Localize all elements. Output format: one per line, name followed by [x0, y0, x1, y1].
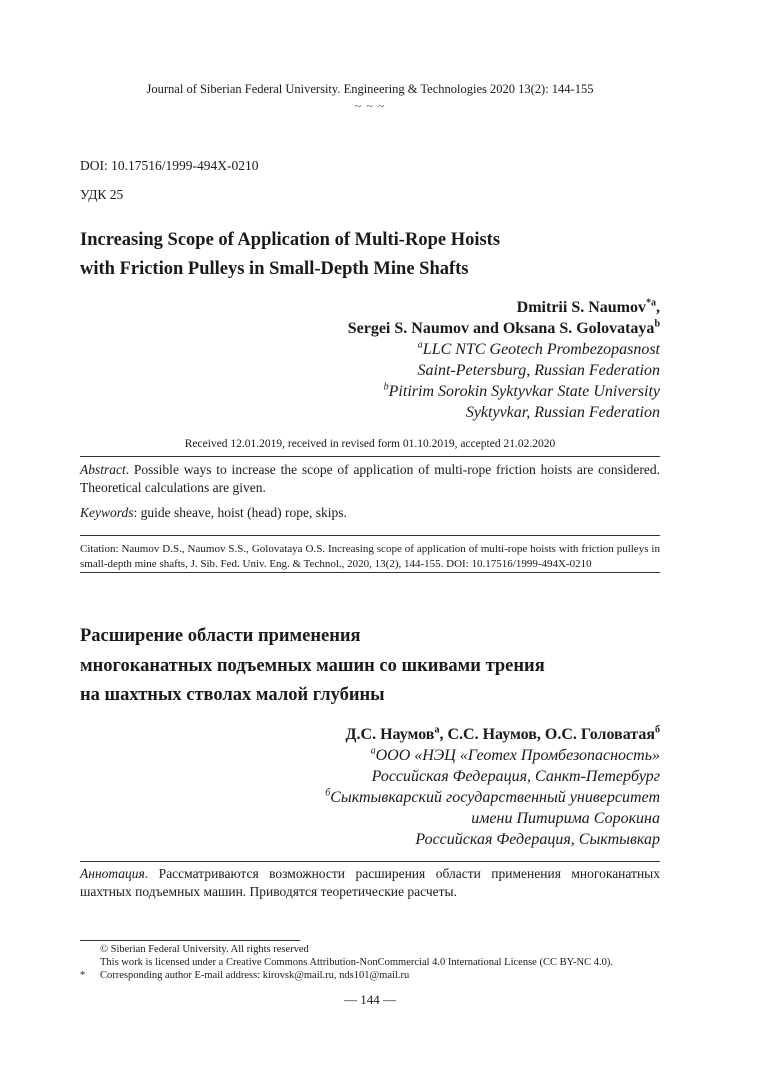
ru-aff-b-name: Сыктывкарский государственный университет [330, 789, 660, 806]
author-line-1 [348, 297, 660, 318]
page-number: — 144 — [344, 992, 396, 1007]
ru-aff-a-name: ООО «НЭЦ «Геотех Промбезопасность» [375, 747, 660, 764]
annotation [80, 865, 660, 901]
author-2-names: Sergei S. Naumov and Oksana S. Golovataya [347, 320, 655, 337]
ru-affiliation-a-line-2: Российская Федерация, Санкт-Петербург [371, 768, 660, 785]
citation: Citation: Naumov D.S., Naumov S.S., Golovataya O.S. Increasing scope of application of multi-rope hoists with friction pulleys in small-depth mine shafts, J. Sib. Fed. Univ. Eng. & Technol., 2020, 13(2), 144-155. DOI: 10.17516/1999-494X-0210 [80, 543, 660, 570]
english-authors [348, 297, 660, 423]
author-1-name: Dmitrii S. Naumov [516, 299, 646, 316]
annotation-text: . Рассматриваются возможности расширения области применения многоканатных шахтных подъемных машин. Приводятся теоретические расчеты. [80, 866, 660, 899]
affiliation-b-line-1 [348, 381, 660, 402]
ru-affiliation-a-line-1 [325, 745, 660, 766]
russian-title-line-2: многоканатных подъемных машин со шкивами трения [80, 655, 545, 676]
russian-title-line-3: на шахтных стволах малой глубины [80, 685, 385, 705]
annotation-label: Аннотация [80, 866, 145, 881]
author-1-sup: *a [646, 297, 656, 309]
ru-authors-rest-sup: б [655, 724, 660, 736]
author-line-2 [348, 318, 660, 339]
ru-affiliation-b-line-2: имени Питирима Сорокина [471, 810, 660, 827]
affiliation-a-line-1 [348, 339, 660, 360]
doi: DOI: 10.17516/1999-494X-0210 [80, 158, 259, 173]
license-text: This work is licensed under a Creative Commons Attribution-NonCommercial 4.0 International License (CC BY-NC 4.0). [100, 957, 613, 968]
aff-a-sup: a [417, 339, 423, 351]
ru-author-1: Д.С. Наумов [345, 726, 435, 743]
footnote-corresponding [80, 969, 680, 982]
ru-affiliation-b-line-3: Российская Федерация, Сыктывкар [415, 831, 660, 848]
copyright-text: © Siberian Federal University. All rights reserved [100, 944, 309, 955]
divider [80, 535, 660, 536]
header-separator: ~ ~ ~ [354, 99, 386, 113]
ru-authors-rest: , С.С. Наумов, О.С. Головатая [439, 726, 655, 743]
received-dates: Received 12.01.2019, received in revised form 01.10.2019, accepted 21.02.2020 [184, 438, 556, 450]
russian-title-line-1: Расширение области применения [80, 626, 361, 646]
aff-b-sup: b [383, 381, 389, 393]
keywords-label: Keywords [80, 505, 134, 520]
footnote-copyright [80, 943, 680, 956]
author-2-sup: b [654, 318, 660, 330]
ru-author-line [325, 724, 660, 745]
russian-authors [325, 724, 660, 850]
english-title-line-1: Increasing Scope of Application of Multi-Rope Hoists [80, 230, 501, 250]
footnote-divider [80, 940, 300, 941]
abstract-label: Abstract [80, 462, 126, 477]
abstract-text: . Possible ways to increase the scope of application of multi-rope friction hoists are considered. Theoretical calculations are given. [80, 462, 660, 495]
ru-aff-a-sup: а [370, 745, 376, 757]
keywords-text: : guide sheave, hoist (head) rope, skips. [133, 505, 347, 520]
divider [80, 861, 660, 862]
affiliation-b-line-2: Syktyvkar, Russian Federation [465, 404, 660, 421]
corresponding-text: Corresponding author E-mail address: kirovsk@mail.ru, nds101@mail.ru [100, 970, 410, 981]
footnote-star: * [80, 970, 86, 981]
abstract [80, 461, 660, 497]
udk: УДК 25 [80, 187, 124, 202]
english-title-line-2: with Friction Pulleys in Small-Depth Mine Shafts [80, 259, 469, 279]
ru-author-1-sup: а [434, 724, 440, 736]
author-1-tail: , [656, 299, 660, 316]
divider [80, 572, 660, 573]
footnote-license [80, 956, 680, 969]
ru-aff-b-sup: б [325, 787, 331, 799]
divider [80, 456, 660, 457]
aff-a-name: LLC NTC Geotech Prombezopasnost [422, 341, 660, 358]
ru-affiliation-b-line-1 [325, 787, 660, 808]
affiliation-a-line-2: Saint-Petersburg, Russian Federation [417, 362, 660, 379]
journal-header: Journal of Siberian Federal University. Engineering & Technologies 2020 13(2): 144-155 [146, 82, 594, 96]
russian-title [80, 622, 545, 711]
keywords [80, 504, 660, 522]
english-title [80, 226, 500, 284]
aff-b-name: Pitirim Sorokin Syktyvkar State University [388, 383, 660, 400]
